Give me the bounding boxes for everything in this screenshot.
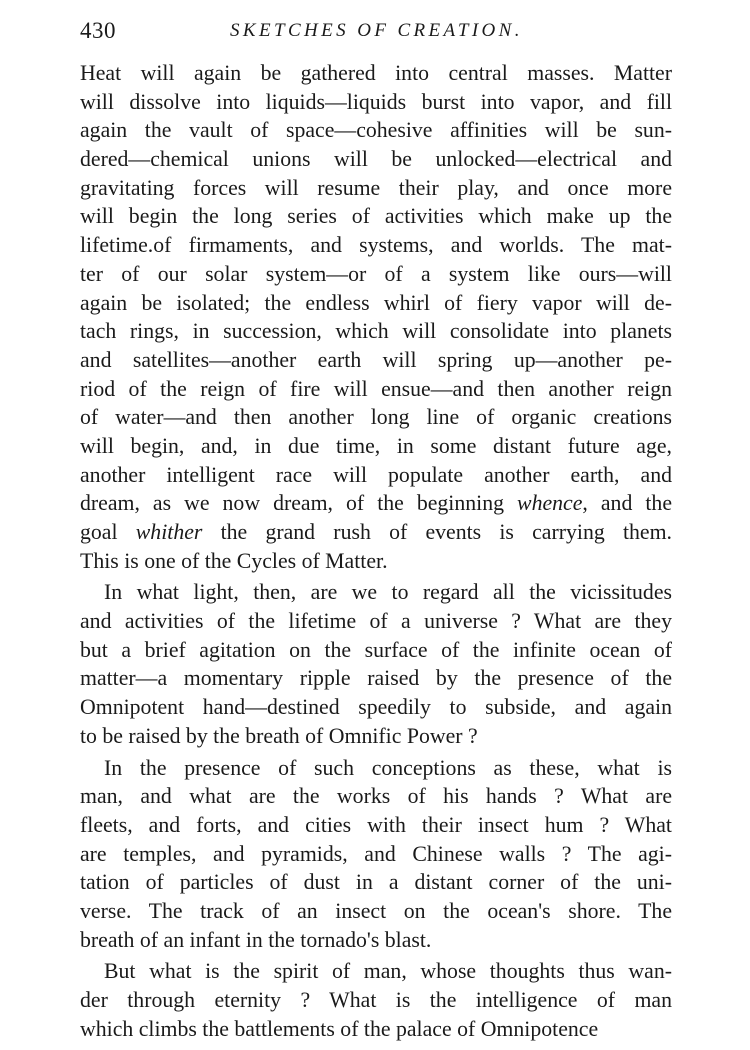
text-line — [80, 317, 672, 346]
text-run: fleets, and forts, and cities with their insect hum ? What — [80, 812, 672, 837]
text-line — [80, 346, 672, 375]
text-line — [80, 578, 672, 607]
text-run: But what is the spirit of man, whose thoughts thus wan- — [104, 959, 672, 984]
text-run: ter of our solar system—or of a system like ours—will — [80, 261, 672, 286]
text-run: matter—a momentary ripple raised by the presence of the — [80, 666, 672, 691]
text-run: the grand rush of events is carrying them. — [202, 520, 672, 544]
text-line — [80, 59, 672, 88]
text-line — [80, 289, 672, 318]
text-run: Omnipotent hand—destined speedily to subside, and again — [80, 695, 672, 720]
page-number: 430 — [80, 18, 116, 43]
text-line — [80, 693, 672, 722]
text-line — [80, 403, 672, 432]
text-run: der through eternity ? What is the intelligence of man — [80, 988, 672, 1012]
text-line — [80, 636, 672, 665]
text-run: will begin the long series of activities which make up the — [80, 204, 672, 229]
text-run: , and the — [582, 491, 672, 516]
text-run: breath of an infant in the tornado's blast. — [80, 927, 432, 952]
text-line — [80, 811, 672, 840]
text-run: and satellites—another earth will spring up—another pe- — [80, 347, 672, 372]
text-run: will begin, and, in due time, in some distant future age, — [80, 433, 672, 458]
text-run: tach rings, in succession, which will consolidate into planets — [80, 319, 672, 344]
text-line — [80, 145, 672, 174]
text-line — [80, 116, 672, 145]
text-line — [80, 547, 672, 576]
text-run: This is one of the Cycles of Matter. — [80, 548, 388, 573]
text-run: dered—chemical unions will be unlocked—electrical and — [80, 147, 672, 172]
body-text — [80, 59, 672, 1043]
text-line — [80, 518, 672, 547]
text-run: In what light, then, are we to regard all the vicissitudes — [104, 580, 672, 605]
text-run: riod of the reign of fire will ensue—and then another reign — [80, 376, 672, 401]
italic-word: whence — [517, 491, 583, 516]
text-run: and activities of the lifetime of a universe ? What are they — [80, 609, 672, 634]
italic-word: whither — [135, 520, 203, 544]
text-run: lifetime.of firmaments, and systems, and worlds. The mat- — [80, 233, 672, 258]
running-title: SKETCHES OF CREATION. — [230, 20, 523, 41]
text-run: goal — [80, 520, 136, 544]
text-run: verse. The track of an insect on the ocean's shore. The — [80, 898, 672, 923]
text-run: another intelligent race will populate another earth, and — [80, 462, 672, 487]
text-run: dream, as we now dream, of the beginning — [80, 491, 518, 516]
text-line — [80, 432, 672, 461]
text-line — [80, 88, 672, 117]
text-line — [80, 489, 672, 518]
running-head — [80, 18, 672, 48]
text-line — [80, 231, 672, 260]
text-run: will dissolve into liquids—liquids burst into vapor, and fill — [80, 89, 672, 114]
text-line — [80, 607, 672, 636]
text-line — [80, 782, 672, 811]
text-run: of water—and then another long line of organic creations — [80, 405, 672, 430]
text-run: gravitating forces will resume their play, and once more — [80, 175, 672, 200]
text-line — [80, 664, 672, 693]
text-run: Heat will again be gathered into central masses. Matter — [80, 61, 672, 85]
text-line — [80, 840, 672, 869]
text-line — [80, 868, 672, 897]
text-line — [80, 986, 672, 1015]
text-run: again be isolated; the endless whirl of fiery vapor will de- — [80, 290, 672, 315]
text-line — [80, 202, 672, 231]
text-run: In the presence of such conceptions as these, what is — [104, 755, 672, 780]
text-run: which climbs the battlements of the palace of Omnipotence — [80, 1016, 599, 1041]
text-run: are temples, and pyramids, and Chinese walls ? The agi- — [80, 841, 672, 866]
text-run: to be raised by the breath of Omnific Power ? — [80, 723, 478, 748]
text-line — [80, 957, 672, 986]
text-line — [80, 1015, 672, 1044]
text-line — [80, 375, 672, 404]
text-run: tation of particles of dust in a distant corner of the uni- — [80, 870, 672, 895]
text-line — [80, 260, 672, 289]
text-line — [80, 722, 672, 751]
text-run: man, and what are the works of his hands ? What are — [80, 784, 672, 809]
text-run: but a brief agitation on the surface of the infinite ocean of — [80, 637, 672, 662]
text-line — [80, 754, 672, 783]
text-line — [80, 897, 672, 926]
text-run: again the vault of space—cohesive affinities will be sun- — [80, 118, 672, 143]
text-line — [80, 461, 672, 490]
text-line — [80, 174, 672, 203]
text-line — [80, 926, 672, 955]
